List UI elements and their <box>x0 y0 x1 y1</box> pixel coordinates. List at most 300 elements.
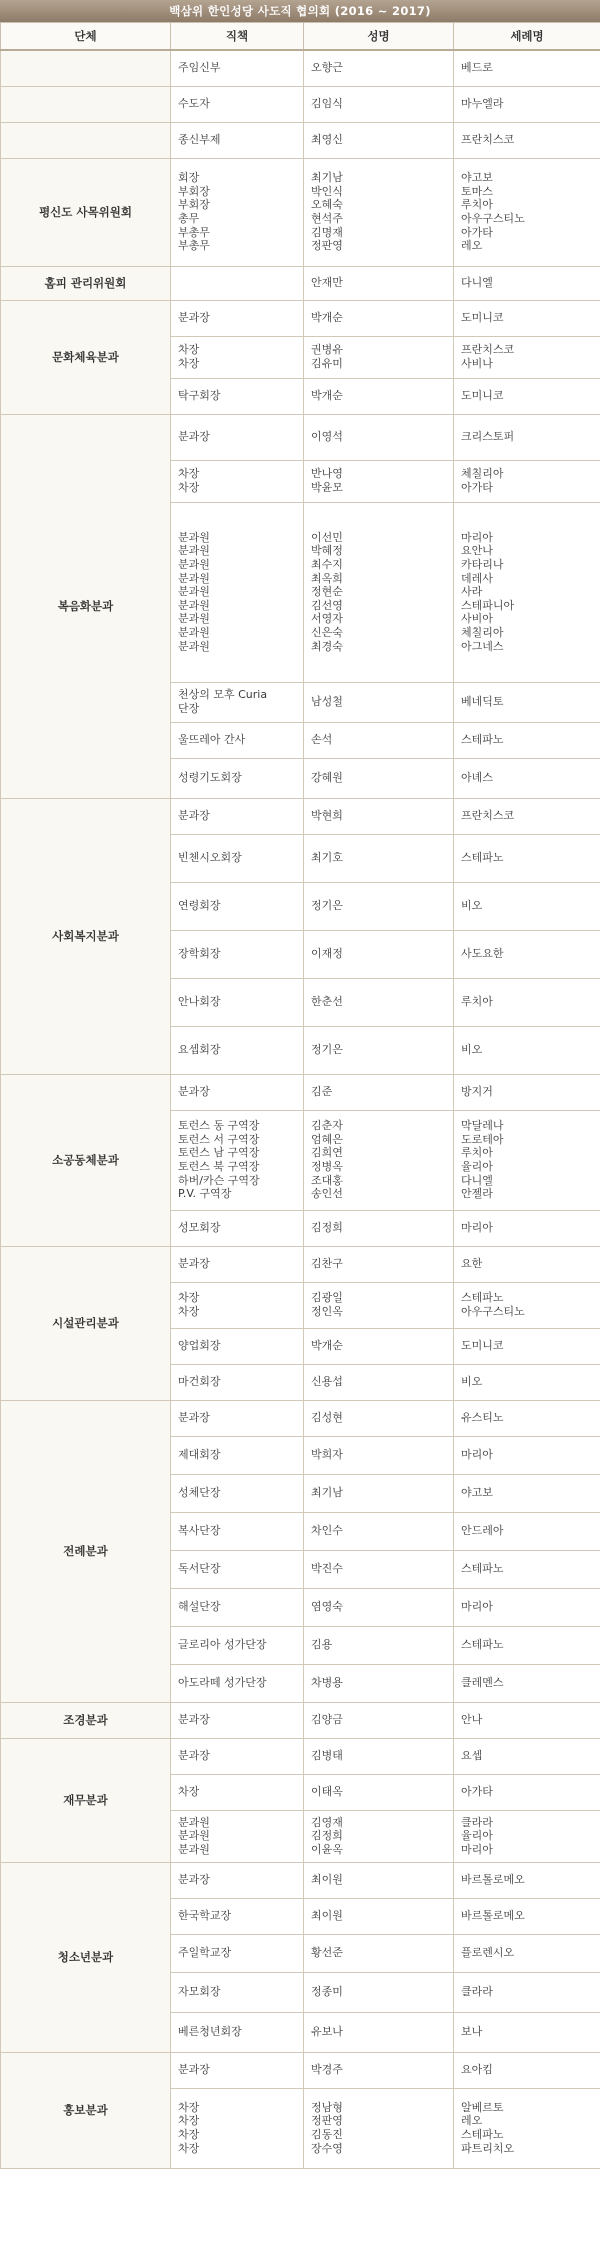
position-cell <box>171 1328 304 1364</box>
position-cell <box>171 460 304 502</box>
position-cell-line: 성모회장 <box>178 1221 221 1235</box>
table-row <box>1 122 600 158</box>
position-cell <box>171 978 304 1026</box>
group-name <box>1 50 171 86</box>
baptismal-name-cell <box>454 978 600 1026</box>
name-cell-line: 조대홍 <box>311 1173 343 1187</box>
baptismal-name-cell-line: 유스티노 <box>461 1411 504 1425</box>
baptismal-name-cell-line: 마리아 <box>461 1221 493 1235</box>
baptismal-name-cell-line: 아가타 <box>461 225 493 239</box>
position-cell-line: 분과장 <box>178 430 210 444</box>
name-cell-line: 정기은 <box>311 899 343 913</box>
name-cell <box>304 1626 454 1664</box>
baptismal-name-cell <box>454 2052 600 2088</box>
position-cell <box>171 336 304 378</box>
name-cell-line: 이선민 <box>311 530 343 544</box>
position-cell <box>171 86 304 122</box>
position-cell-line: 분과원 <box>178 544 210 558</box>
name-cell-line: 차인수 <box>311 1524 343 1538</box>
position-cell-line: 분과원 <box>178 598 210 612</box>
name-cell-line: 이윤옥 <box>311 1842 343 1856</box>
name-cell-line: 정판영 <box>311 2114 343 2128</box>
name-cell-line: 오혜숙 <box>311 198 343 212</box>
table-row <box>1 300 600 336</box>
baptismal-name-cell <box>454 1512 600 1550</box>
name-cell <box>304 1210 454 1246</box>
name-cell-line: 오향근 <box>311 61 343 75</box>
name-cell <box>304 1364 454 1400</box>
position-cell <box>171 798 304 834</box>
table-row <box>1 1074 600 1110</box>
name-cell-line: 김준 <box>311 1085 333 1099</box>
position-cell-line: 분과원 <box>178 585 210 599</box>
name-cell-line: 황선준 <box>311 1946 343 1960</box>
position-cell-line: 탁구회장 <box>178 389 221 403</box>
baptismal-name-cell-line: 루치아 <box>461 198 493 212</box>
position-cell-line: 분과장 <box>178 1713 210 1727</box>
position-cell-line: 안나회장 <box>178 995 221 1009</box>
baptismal-name-cell-line: 안드레아 <box>461 1524 504 1538</box>
position-cell-line: 토런스 동 구역장 <box>178 1119 260 1133</box>
name-cell <box>304 682 454 722</box>
table-row <box>1 1862 600 1898</box>
baptismal-name-cell <box>454 1110 600 1210</box>
name-cell-line: 신은숙 <box>311 625 343 639</box>
baptismal-name-cell-line: 바르톨로메오 <box>461 1909 525 1923</box>
name-cell <box>304 336 454 378</box>
position-cell <box>171 1474 304 1512</box>
baptismal-name-cell-line: 아가타 <box>461 1785 493 1799</box>
name-cell <box>304 158 454 266</box>
group-name: 시설관리분과 <box>1 1246 171 1400</box>
position-cell <box>171 1246 304 1282</box>
position-cell-line: 분과원 <box>178 1829 210 1843</box>
position-cell <box>171 1774 304 1810</box>
position-cell-line: 분과장 <box>178 2063 210 2077</box>
position-cell <box>171 1626 304 1664</box>
baptismal-name-cell <box>454 1810 600 1862</box>
name-cell-line: 박혜정 <box>311 544 343 558</box>
name-cell-line: 안재만 <box>311 276 343 290</box>
name-cell-line: 최경숙 <box>311 639 343 653</box>
baptismal-name-cell <box>454 758 600 798</box>
baptismal-name-cell-line: 카타리나 <box>461 558 504 572</box>
position-cell-line: 베른청년회장 <box>178 2025 242 2039</box>
table-row <box>1 1246 600 1282</box>
name-cell <box>304 2088 454 2168</box>
name-cell-line: 김찬구 <box>311 1257 343 1271</box>
table-body <box>1 50 600 2168</box>
position-cell-line: 마건회장 <box>178 1375 221 1389</box>
position-cell-line: 주일학교장 <box>178 1946 232 1960</box>
baptismal-name-cell <box>454 834 600 882</box>
baptismal-name-cell-line: 야고보 <box>461 171 493 185</box>
position-cell-line: 분과원 <box>178 639 210 653</box>
baptismal-name-cell-line: 아녜스 <box>461 771 493 785</box>
position-cell <box>171 834 304 882</box>
baptismal-name-cell-line: 루치아 <box>461 1146 493 1160</box>
baptismal-name-cell-line: 보나 <box>461 2025 483 2039</box>
name-cell-line: 김정희 <box>311 1221 343 1235</box>
name-cell-line: 김춘자 <box>311 1119 343 1133</box>
position-cell <box>171 1738 304 1774</box>
baptismal-name-cell-line: 베드로 <box>461 61 493 75</box>
name-cell-line: 김유미 <box>311 357 343 370</box>
name-cell <box>304 1934 454 1972</box>
baptismal-name-cell <box>454 460 600 502</box>
baptismal-name-cell <box>454 378 600 414</box>
name-cell-line: 최이원 <box>311 1909 343 1923</box>
position-cell <box>171 414 304 460</box>
position-cell <box>171 50 304 86</box>
baptismal-name-cell <box>454 1664 600 1702</box>
position-cell <box>171 1512 304 1550</box>
position-cell-line: 부회장 <box>178 198 210 212</box>
name-cell <box>304 378 454 414</box>
name-cell-line: 정인옥 <box>311 1305 343 1318</box>
position-cell <box>171 1110 304 1210</box>
position-cell <box>171 1862 304 1898</box>
baptismal-name-cell <box>454 682 600 722</box>
baptismal-name-cell-line: 요셉 <box>461 1749 483 1763</box>
baptismal-name-cell-line: 율리아 <box>461 1829 493 1843</box>
name-cell <box>304 86 454 122</box>
group-name: 전례분과 <box>1 1400 171 1702</box>
baptismal-name-cell-line: 마리아 <box>461 1600 493 1614</box>
baptismal-name-cell-line: 안젤라 <box>461 1187 493 1201</box>
baptismal-name-cell <box>454 1702 600 1738</box>
group-name: 문화체육분과 <box>1 300 171 414</box>
name-cell-line: 권병유 <box>311 343 343 357</box>
name-cell <box>304 300 454 336</box>
baptismal-name-cell-line: 도로테아 <box>461 1132 504 1146</box>
baptismal-name-cell-line: 스테파니아 <box>461 598 515 612</box>
name-cell <box>304 1026 454 1074</box>
header-group: 단체 <box>1 23 171 51</box>
baptismal-name-cell <box>454 1282 600 1328</box>
name-cell <box>304 414 454 460</box>
baptismal-name-cell-line: 도미니코 <box>461 1339 504 1353</box>
baptismal-name-cell <box>454 502 600 682</box>
baptismal-name-cell-line: 체칠리아 <box>461 625 504 639</box>
baptismal-name-cell <box>454 266 600 300</box>
baptismal-name-cell <box>454 722 600 758</box>
position-cell <box>171 882 304 930</box>
position-cell-line: 부회장 <box>178 184 210 198</box>
position-cell-line: 분과장 <box>178 1411 210 1425</box>
position-cell-line: 분과원 <box>178 558 210 572</box>
baptismal-name-cell-line: 베네딕토 <box>461 695 504 709</box>
name-cell-line: 김동진 <box>311 2128 343 2141</box>
position-cell-line: 분과원 <box>178 1842 210 1856</box>
position-cell-line: 차장 <box>178 2100 200 2114</box>
baptismal-name-cell-line: 아우구스티노 <box>461 1305 525 1318</box>
baptismal-name-cell-line: 요안나 <box>461 544 493 558</box>
position-cell-line: 분과장 <box>178 311 210 325</box>
baptismal-name-cell-line: 스테파노 <box>461 733 504 747</box>
position-cell <box>171 1898 304 1934</box>
name-cell-line: 최기남 <box>311 171 343 185</box>
position-cell <box>171 1364 304 1400</box>
name-cell <box>304 1400 454 1436</box>
name-cell-line: 박개순 <box>311 1339 343 1353</box>
name-cell-line: 박개순 <box>311 389 343 403</box>
group-name: 홈피 관리위원회 <box>1 266 171 300</box>
baptismal-name-cell-line: 사비아 <box>461 612 493 626</box>
baptismal-name-cell-line: 루치아 <box>461 995 493 1009</box>
name-cell-line: 엄혜은 <box>311 1132 343 1146</box>
baptismal-name-cell <box>454 1588 600 1626</box>
position-cell <box>171 1026 304 1074</box>
position-cell-line: 글로리아 성가단장 <box>178 1638 267 1652</box>
baptismal-name-cell-line: 클라라 <box>461 1815 493 1829</box>
position-cell-line: 차장 <box>178 1785 200 1799</box>
baptismal-name-cell-line: 프란치스코 <box>461 133 515 147</box>
group-name <box>1 86 171 122</box>
position-cell-line: 토런스 북 구역장 <box>178 1160 260 1173</box>
name-cell-line: 김명재 <box>311 225 343 239</box>
name-cell <box>304 2052 454 2088</box>
group-name: 소공동체분과 <box>1 1074 171 1246</box>
position-cell-line: 독서단장 <box>178 1562 221 1576</box>
baptismal-name-cell-line: 프란치스코 <box>461 343 515 357</box>
name-cell <box>304 882 454 930</box>
position-cell-line: 분과장 <box>178 1873 210 1887</box>
group-name: 청소년분과 <box>1 1862 171 2052</box>
name-cell <box>304 1738 454 1774</box>
position-cell-line: 장학회장 <box>178 947 221 961</box>
baptismal-name-cell <box>454 1436 600 1474</box>
name-cell <box>304 834 454 882</box>
table-row <box>1 86 600 122</box>
table-row <box>1 1702 600 1738</box>
name-cell <box>304 1074 454 1110</box>
position-cell <box>171 1702 304 1738</box>
baptismal-name-cell <box>454 2088 600 2168</box>
name-cell-line: 염영숙 <box>311 1600 343 1614</box>
position-cell-line: 분과원 <box>178 571 210 585</box>
name-cell <box>304 1664 454 1702</box>
name-cell <box>304 50 454 86</box>
baptismal-name-cell-line: 막달레나 <box>461 1119 504 1133</box>
baptismal-name-cell <box>454 1074 600 1110</box>
name-cell-line: 김성현 <box>311 1411 343 1425</box>
name-cell-line: 박현희 <box>311 809 343 823</box>
baptismal-name-cell-line: 마리아 <box>461 530 493 544</box>
baptismal-name-cell-line: 도미니코 <box>461 311 504 325</box>
table-row <box>1 158 600 266</box>
baptismal-name-cell-line: 데레사 <box>461 571 493 585</box>
position-cell-line: 차장 <box>178 1305 200 1318</box>
position-cell-line: 회장 <box>178 171 200 185</box>
header-row <box>1 23 600 51</box>
baptismal-name-cell <box>454 2012 600 2052</box>
name-cell-line: 강혜원 <box>311 771 343 785</box>
baptismal-name-cell <box>454 1626 600 1664</box>
position-cell-line: 차장 <box>178 357 200 370</box>
name-cell-line: 이재정 <box>311 947 343 961</box>
header-name: 성명 <box>304 23 454 51</box>
position-cell-line: 하버/카슨 구역장 <box>178 1173 260 1187</box>
baptismal-name-cell <box>454 798 600 834</box>
position-cell <box>171 722 304 758</box>
baptismal-name-cell-line: 아우구스티노 <box>461 212 525 225</box>
baptismal-name-cell-line: 스테파노 <box>461 851 504 865</box>
name-cell <box>304 978 454 1026</box>
baptismal-name-cell-line: 다니엘 <box>461 276 493 290</box>
position-cell <box>171 158 304 266</box>
position-cell <box>171 502 304 682</box>
group-name: 평신도 사목위원회 <box>1 158 171 266</box>
position-cell <box>171 1972 304 2012</box>
group-name <box>1 122 171 158</box>
position-cell-line: 양업회장 <box>178 1339 221 1353</box>
position-cell-line: 단장 <box>178 702 200 715</box>
position-cell-line: 제대회장 <box>178 1448 221 1462</box>
position-cell-line: 총무 <box>178 212 200 225</box>
name-cell <box>304 460 454 502</box>
position-cell-line: 차장 <box>178 481 200 494</box>
name-cell-line: 현석주 <box>311 212 343 225</box>
name-cell <box>304 1328 454 1364</box>
position-cell-line: 차장 <box>178 2128 200 2141</box>
position-cell <box>171 2088 304 2168</box>
position-cell-line: 차장 <box>178 467 200 481</box>
council-table <box>0 22 600 2169</box>
baptismal-name-cell-line: 도미니코 <box>461 389 504 403</box>
baptismal-name-cell <box>454 1026 600 1074</box>
name-cell <box>304 1810 454 1862</box>
position-cell-line: 차장 <box>178 2114 200 2128</box>
position-cell <box>171 1210 304 1246</box>
baptismal-name-cell <box>454 86 600 122</box>
page-title: 백삼위 한인성당 사도직 협의회 (2016 ~ 2017) <box>0 0 600 22</box>
position-cell-line: 빈첸시오회장 <box>178 851 242 865</box>
baptismal-name-cell-line: 프란치스코 <box>461 809 515 823</box>
baptismal-name-cell <box>454 1934 600 1972</box>
position-cell <box>171 1550 304 1588</box>
baptismal-name-cell-line: 레오 <box>461 2114 483 2128</box>
baptismal-name-cell-line: 사도요한 <box>461 947 504 961</box>
baptismal-name-cell-line: 클라라 <box>461 1985 493 1999</box>
table-row <box>1 2052 600 2088</box>
baptismal-name-cell-line: 마누엘라 <box>461 97 504 111</box>
position-cell-line: 아도라떼 성가단장 <box>178 1676 267 1690</box>
position-cell-line: 자모회장 <box>178 1985 221 1999</box>
name-cell <box>304 1972 454 2012</box>
name-cell-line: 송인선 <box>311 1187 343 1201</box>
baptismal-name-cell-line: 다니엘 <box>461 1173 493 1187</box>
name-cell-line: 정기은 <box>311 1043 343 1057</box>
position-cell-line: 연령회장 <box>178 899 221 913</box>
name-cell <box>304 2012 454 2052</box>
baptismal-name-cell <box>454 1210 600 1246</box>
baptismal-name-cell-line: 안나 <box>461 1713 483 1727</box>
baptismal-name-cell-line: 마리아 <box>461 1448 493 1462</box>
baptismal-name-cell-line: 스테파노 <box>461 2128 504 2141</box>
group-name: 복음화분과 <box>1 414 171 798</box>
baptismal-name-cell <box>454 1246 600 1282</box>
name-cell-line: 김광일 <box>311 1291 343 1305</box>
baptismal-name-cell <box>454 1364 600 1400</box>
table-row <box>1 50 600 86</box>
position-cell <box>171 1588 304 1626</box>
baptismal-name-cell-line: 레오 <box>461 239 483 253</box>
baptismal-name-cell-line: 비오 <box>461 1375 483 1389</box>
baptismal-name-cell <box>454 122 600 158</box>
name-cell <box>304 1282 454 1328</box>
position-cell-line: 분과원 <box>178 612 210 626</box>
name-cell-line: 최옥희 <box>311 571 343 585</box>
name-cell-line: 최이원 <box>311 1873 343 1887</box>
name-cell-line: 박개순 <box>311 311 343 325</box>
name-cell-line: 서영자 <box>311 612 343 626</box>
group-name: 재무분과 <box>1 1738 171 1862</box>
group-name: 조경분과 <box>1 1702 171 1738</box>
baptismal-name-cell <box>454 158 600 266</box>
group-name: 사회복지분과 <box>1 798 171 1074</box>
name-cell-line: 박윤모 <box>311 481 343 494</box>
baptismal-name-cell-line: 토마스 <box>461 184 493 198</box>
position-cell-line: 요셉회장 <box>178 1043 221 1057</box>
baptismal-name-cell-line: 클레멘스 <box>461 1676 504 1690</box>
position-cell-line: 차장 <box>178 1291 200 1305</box>
position-cell-line: 분과장 <box>178 1257 210 1271</box>
position-cell <box>171 2052 304 2088</box>
position-cell-line: 분과장 <box>178 809 210 823</box>
baptismal-name-cell <box>454 1400 600 1436</box>
baptismal-name-cell <box>454 1328 600 1364</box>
name-cell-line: 최기호 <box>311 851 343 865</box>
position-cell <box>171 758 304 798</box>
position-cell-line: 부총무 <box>178 239 210 253</box>
baptismal-name-cell-line: 체칠리아 <box>461 467 504 481</box>
baptismal-name-cell-line: 사라 <box>461 585 483 599</box>
baptismal-name-cell-line: 플로렌시오 <box>461 1946 515 1960</box>
name-cell <box>304 1436 454 1474</box>
position-cell <box>171 2012 304 2052</box>
name-cell-line: 신용섭 <box>311 1375 343 1389</box>
table-row <box>1 266 600 300</box>
baptismal-name-cell <box>454 1550 600 1588</box>
position-cell-line: 토런스 남 구역장 <box>178 1146 260 1160</box>
position-cell <box>171 930 304 978</box>
name-cell <box>304 1862 454 1898</box>
baptismal-name-cell <box>454 50 600 86</box>
name-cell-line: 반나영 <box>311 467 343 481</box>
position-cell <box>171 1664 304 1702</box>
position-cell-line: 부총무 <box>178 225 210 239</box>
name-cell <box>304 266 454 300</box>
position-cell <box>171 682 304 722</box>
position-cell <box>171 266 304 300</box>
position-cell-line: 토런스 서 구역장 <box>178 1132 260 1146</box>
name-cell-line: 장수영 <box>311 2141 343 2155</box>
table-row <box>1 414 600 460</box>
position-cell-line: 분과원 <box>178 530 210 544</box>
header-position: 직책 <box>171 23 304 51</box>
position-cell-line: 분과장 <box>178 1749 210 1763</box>
baptismal-name-cell-line: 크리스토퍼 <box>461 430 515 444</box>
name-cell-line: 정현순 <box>311 585 343 599</box>
position-cell-line: 성체단장 <box>178 1486 221 1500</box>
baptismal-name-cell <box>454 1738 600 1774</box>
baptismal-name-cell-line: 스테파노 <box>461 1638 504 1652</box>
name-cell <box>304 1512 454 1550</box>
name-cell <box>304 1774 454 1810</box>
name-cell <box>304 758 454 798</box>
position-cell-line: 종신부제 <box>178 133 221 147</box>
